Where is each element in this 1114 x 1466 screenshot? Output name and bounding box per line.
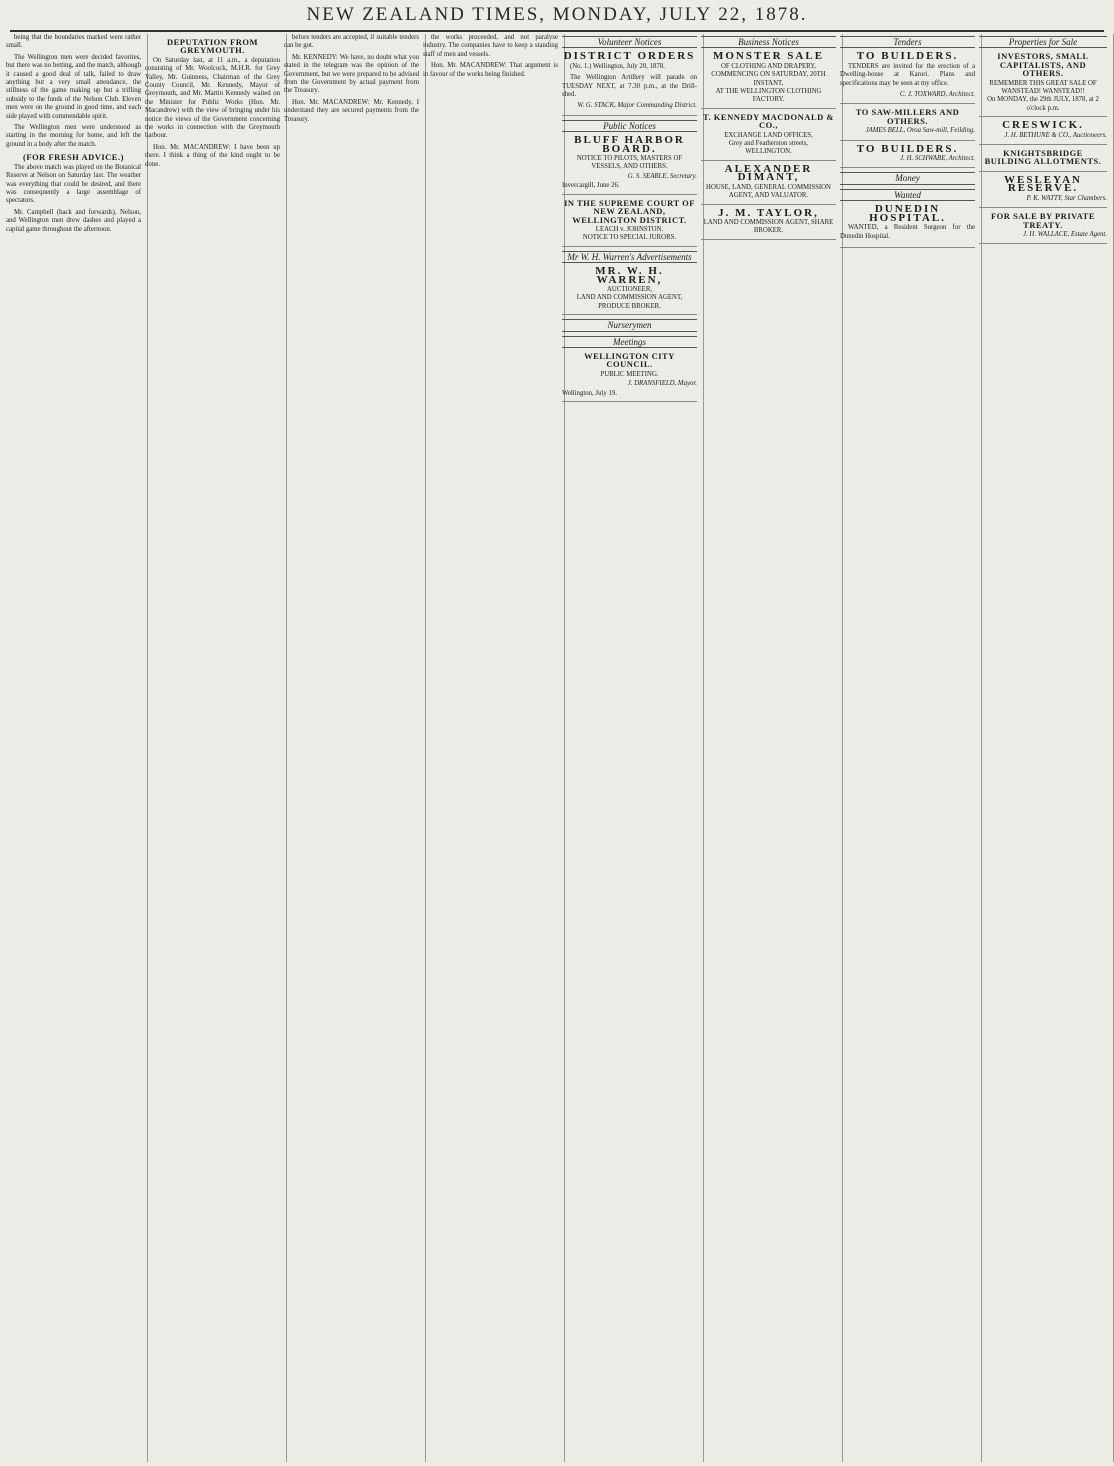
masthead-rule — [10, 30, 1104, 32]
taylor-ad — [701, 206, 836, 240]
col8-line-2: On MONDAY, the 29th JULY, 1878, at 2 o'clock p.m. — [987, 96, 1099, 112]
col5-ad3: IN THE SUPREME COURT OF NEW ZEALAND, WELLINGTON DISTRICT. — [564, 197, 695, 225]
col5-ad2: BLUFF HARBOR BOARD. — [574, 134, 685, 155]
col7-line-1: TENDERS are invited for the erection of a Dwelling-house at Karori. Plans and specifications may be seen at my office. — [840, 62, 975, 87]
col6-section: Business Notices — [701, 36, 836, 48]
col6-line-1: OF CLOTHING AND DRAPERY, — [720, 62, 817, 70]
col6-ad3-line-1: HOUSE, LAND, GENERAL COMMISSION AGENT, AND VALUATOR. — [706, 183, 831, 200]
col7-section2: Money — [840, 172, 975, 184]
col6-ad2: T. KENNEDY MACDONALD & CO., — [703, 111, 834, 131]
city-council-ad — [562, 352, 697, 402]
builders-ad-1 — [840, 52, 975, 104]
col1-section: (FOR FRESH ADVICE.) — [23, 152, 124, 163]
col5-section4: Nurserymen — [562, 319, 697, 331]
col7-ad-title: TO BUILDERS. — [856, 50, 959, 63]
col8-ad3: KNIGHTSBRIDGE BUILDING ALLOTMENTS. — [984, 148, 1102, 167]
col8-ad4-line-1: P. K. WATTY, Star Chambers. — [1026, 194, 1107, 202]
col8-ad5-line-1: J. H. WALLACE, Estate Agent. — [1023, 230, 1107, 238]
column-4 — [417, 34, 565, 1462]
col6-ad3: ALEXANDER DIMANT, — [724, 162, 813, 184]
col6-ad4: J. M. TAYLOR, — [718, 206, 819, 219]
col3-para-1: before tenders are accepted, if suitable tenders can be got. — [284, 34, 419, 50]
warren-ad — [562, 267, 697, 315]
hospital-ad — [840, 205, 975, 248]
col5-ad3-line-2: NOTICE TO SPECIAL JURORS. — [582, 234, 677, 242]
col5-ad-title: DISTRICT ORDERS — [563, 50, 696, 63]
col4-para-1: the works proceeded, and not paralyse industry. The companies have to keep a standing staff of men and vessels. — [423, 34, 558, 58]
col5-ad3-line-1: LEACH v. JOHNSTON. — [595, 225, 664, 233]
col6-line-3: AT THE WELLINGTON CLOTHING FACTORY. — [715, 88, 822, 104]
col2-para-2: Hon. Mr. MACANDREW: I have been up there. I think a thing of the kind ought to be done. — [145, 143, 280, 168]
col7-ad2-line-1: JAMES BELL, Oroa Saw-mill, Feilding. — [865, 127, 975, 135]
dimant-ad — [701, 162, 836, 205]
col2-para-1: On Saturday last, at 11 a.m., a deputation consisting of Mr. Woolcock, M.H.R. for Grey Valley, Mr. Guinness, Chairman of the Grey County Council, Mr. Kennedy, Mayor of Greymouth, and Mr. Martin Kennedy waited on the Minister for Public Works (Hon. Mr. Macandrew) with the view of bringing under his notice the views of the Government concerning the works in connection with the Greymouth harbour. — [145, 56, 280, 140]
macdonald-ad — [701, 113, 836, 161]
col6-ad2-line-1: EXCHANGE LAND OFFICES, — [724, 131, 813, 139]
bluff-harbor-ad — [562, 136, 697, 194]
col7-line-2: C. J. TOXWARD, Architect. — [899, 91, 975, 99]
col5-ad5-line-2: J. DRANSFIELD, Mayor. — [627, 380, 697, 388]
wesleyan-ad — [979, 173, 1107, 208]
column-7 — [834, 34, 982, 1462]
col5-section: Volunteer Notices — [562, 36, 697, 48]
col5-line-1: (No. 1.) Wellington, July 20, 1878. — [570, 62, 665, 70]
col1-para-3: The Wellington men were understood as starting in the morning for home, and left the ground in a body after the match. — [6, 124, 141, 148]
knightsbridge-ad — [979, 149, 1107, 172]
col7-ad4: DUNEDIN HOSPITAL. — [869, 203, 946, 224]
col6-ad2-line-2: Grey and Featherston streets, — [728, 140, 809, 148]
col5-section5: Meetings — [562, 336, 697, 348]
col6-ad-title: MONSTER SALE — [712, 50, 825, 63]
column-3 — [278, 34, 426, 1462]
col4-para-2: Hon. Mr. MACANDREW: That argument is in favour of the works being finished. — [423, 62, 558, 78]
column-1 — [0, 34, 148, 1462]
col6-line-2: COMMENCING ON SATURDAY, 20TH INSTANT, — [711, 71, 826, 87]
builders-ad-2 — [840, 142, 975, 169]
col5-ad4-line-1: AUCTIONEER, — [606, 285, 653, 293]
col1-para2-1: The above match was played on the Botanical Reserve at Nelson on Saturday last. The weather was everything that could be desired, and there was consequently a large assemblage of spectators. — [6, 163, 141, 205]
col5-ad4: MR. W. H. WARREN, — [595, 265, 664, 286]
col8-ad4: WESLEYAN RESERVE. — [1004, 173, 1082, 195]
col7-ad2: TO SAW-MILLERS AND OTHERS. — [855, 107, 960, 126]
col8-line-1: REMEMBER THIS GREAT SALE OF WANSTEAD! WANSTEAD!! — [989, 79, 1097, 96]
col5-ad5-line-3: Wellington, July 19. — [562, 389, 617, 397]
col5-ad4-line-2: LAND AND COMMISSION AGENT, — [576, 294, 683, 302]
col5-ad5: WELLINGTON CITY COUNCIL. — [584, 350, 675, 370]
col7-section3: Wanted — [840, 189, 975, 201]
col1-para2-2: Mr. Campbell (back and forwards), Nelson, and Wellington men drew dashes and played a capital game throughout the afternoon. — [6, 208, 141, 233]
col5-line-2: The Wellington Artillery will parade on TUESDAY NEXT, at 7.30 p.m., at the Drill-shed. — [562, 74, 697, 99]
col6-ad4-line-1: LAND AND COMMISSION AGENT, SHARE BROKER. — [703, 218, 834, 235]
col8-ad2-line-1: J. H. BETHUNE & CO., Auctioneers. — [1004, 131, 1107, 139]
col5-section2: Public Notices — [562, 120, 697, 132]
col5-ad4-line-3: PRODUCE BROKER. — [598, 302, 661, 310]
col3-para-3: Hon. Mr. MACANDREW: Mr. Kennedy, I understand they are secured payments from the Treasury. — [284, 98, 419, 123]
creswick-ad — [979, 121, 1107, 145]
district-orders-ad — [562, 52, 697, 115]
col3-para-2: Mr. KENNEDY: We have, no doubt what you stated in the telegram was the opinion of the Government, but we were prepared to be advised from the Government by actual payment from the Treasury. — [284, 53, 419, 95]
col7-section: Tenders — [840, 36, 975, 48]
col1-para-2: The Wellington men were decided favorites, but there was no betting, and the match, although it caused a good deal of talk, failed to draw anything but a very small attendance, the stillness of the game making up but a trifling subsidy to the funds of the Nelson Club. Eleven men were on the ground in good time, and each side played with commendable spirit. — [6, 53, 141, 120]
col7-ad4-line-1: WANTED, a Resident Surgeon for the Dunedin Hospital. — [840, 224, 975, 240]
col5-line-3: W. G. STACK, Major Commanding District. — [577, 102, 697, 110]
col8-ad5: FOR SALE BY PRIVATE TREATY. — [990, 211, 1096, 230]
col7-ad3-line-1: J. H. SCHWABE, Architect. — [900, 155, 975, 163]
column-2 — [139, 34, 287, 1462]
col7-ad3: TO BUILDERS. — [856, 142, 959, 155]
col5-section3: Mr W. H. Warren's Advertisements — [562, 251, 697, 263]
saw-millers-ad — [840, 108, 975, 140]
supreme-court-ad — [562, 199, 697, 247]
private-treaty-ad — [979, 212, 1107, 244]
col6-ad2-line-3: WELLINGTON. — [745, 148, 792, 156]
col5-ad2-line-1: NOTICE TO PILOTS, MASTERS OF VESSELS, AND OTHERS. — [576, 155, 683, 171]
column-8 — [973, 34, 1114, 1462]
column-5 — [556, 34, 704, 1462]
col8-ad-title: INVESTORS, SMALL CAPITALISTS, AND OTHERS. — [997, 51, 1089, 79]
col5-ad5-line-1: PUBLIC MEETING. — [600, 370, 659, 378]
col8-section: Properties for Sale — [979, 36, 1107, 48]
masthead: NEW ZEALAND TIMES, MONDAY, JULY 22, 1878. — [306, 4, 808, 25]
column-6 — [695, 34, 843, 1462]
investors-ad — [979, 52, 1107, 117]
col5-ad2-line-3: Invercargill, June 26. — [562, 182, 620, 190]
col2-head: DEPUTATION FROM GREYMOUTH. — [166, 37, 258, 56]
col8-ad2: CRESWICK. — [1002, 119, 1084, 132]
monster-sale-ad — [701, 52, 836, 108]
col5-ad2-line-2: G. S. SEARLE, Secretary. — [627, 172, 697, 180]
col1-para-1: being that the boundaries marked were rather small. — [6, 34, 141, 50]
